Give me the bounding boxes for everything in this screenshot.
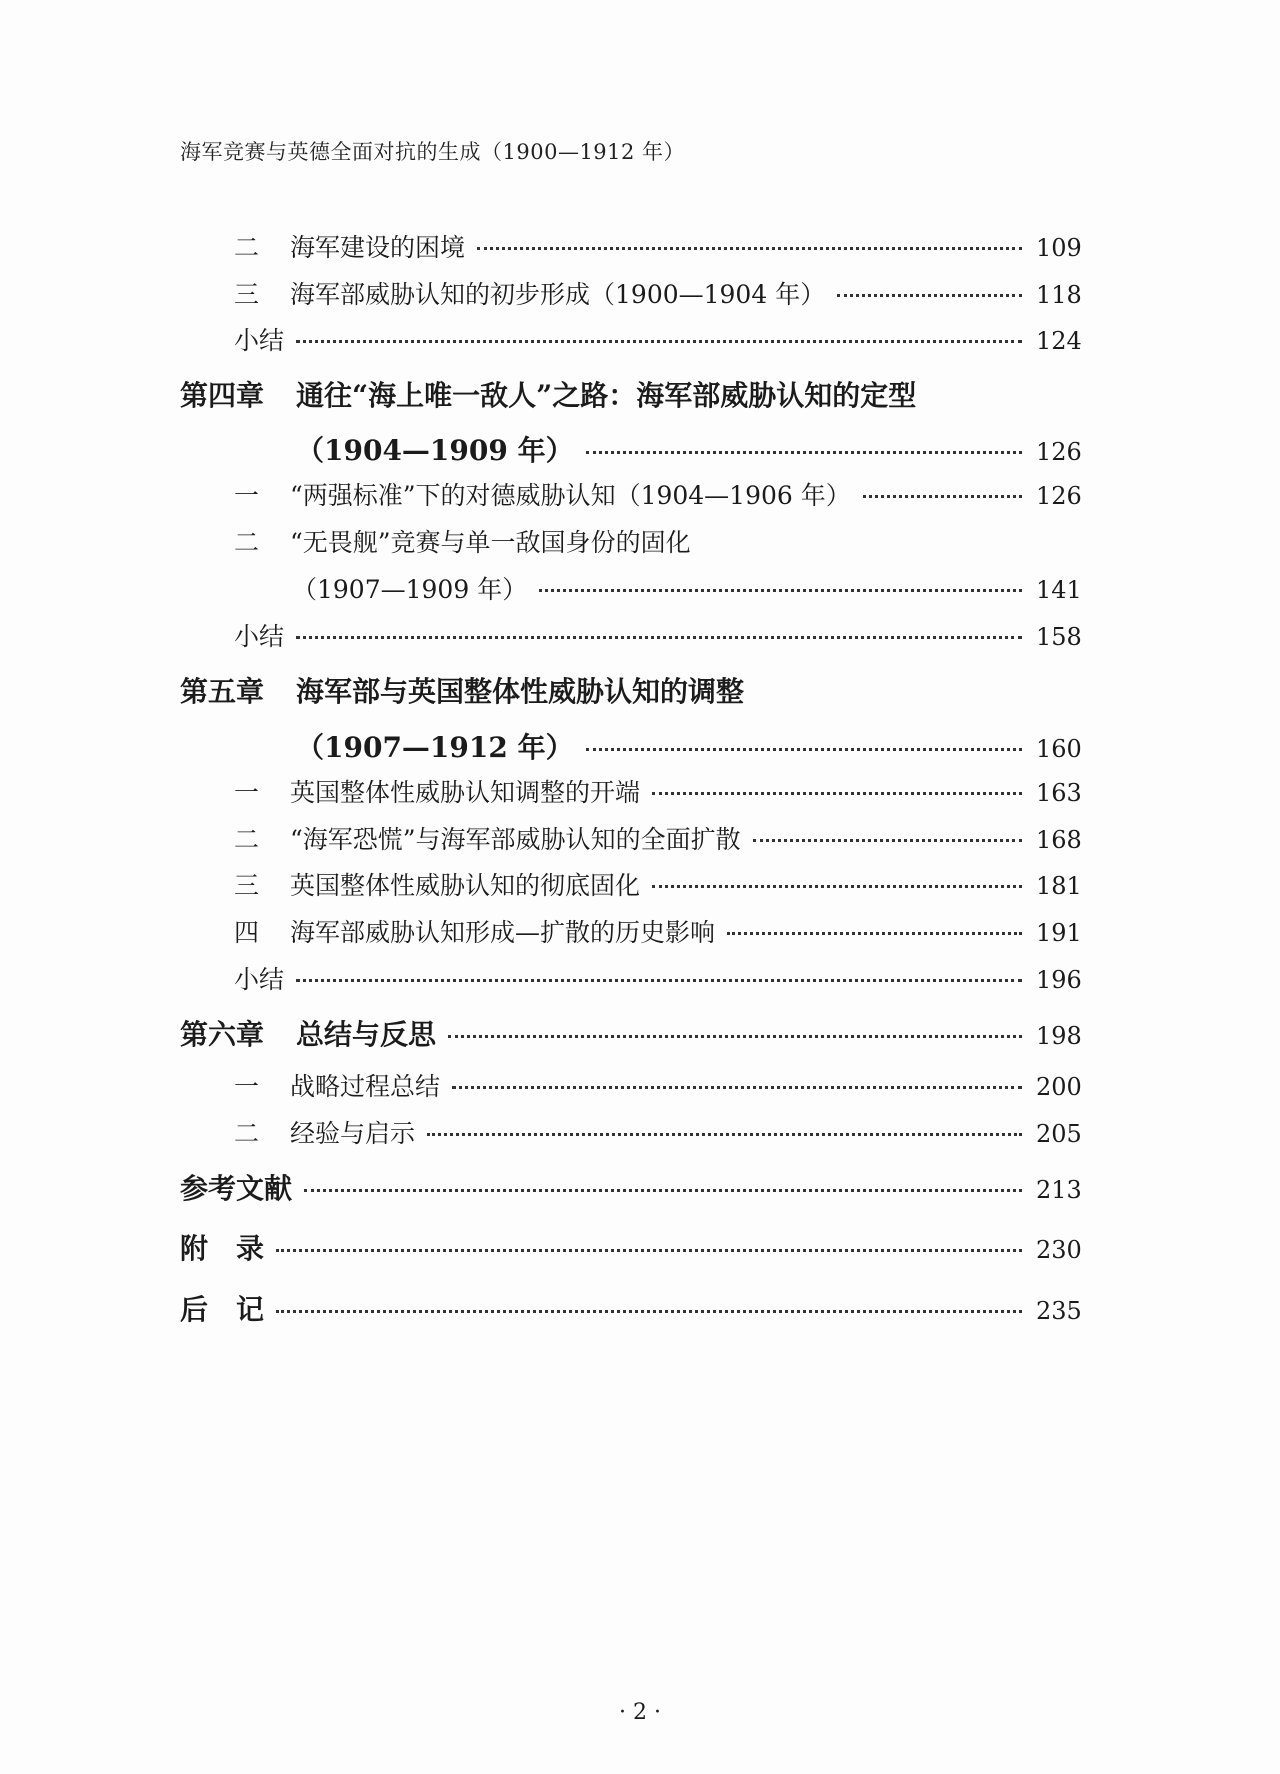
- page-number: 213: [1036, 1176, 1082, 1204]
- dot-leader: [586, 451, 1022, 454]
- dot-leader: [753, 839, 1022, 842]
- section-number: 一: [234, 481, 260, 510]
- dot-leader: [586, 748, 1022, 751]
- page-number: 158: [1036, 623, 1082, 651]
- toc-entry[interactable]: [234, 960, 1082, 994]
- chapter-title-cont: （1907—1912 年）: [296, 731, 574, 764]
- references-title: 参考文献: [180, 1172, 293, 1205]
- toc-references[interactable]: [180, 1167, 1082, 1205]
- page-number: 124: [1036, 327, 1082, 355]
- page-number: 141: [1036, 576, 1082, 604]
- chapter-title-cont: （1904—1909 年）: [296, 434, 574, 467]
- page-number: 196: [1036, 966, 1082, 994]
- section-title: “海军恐慌”与海军部威胁认知的全面扩散: [290, 825, 741, 854]
- chapter-heading[interactable]: [180, 670, 1076, 708]
- section-number: 三: [234, 280, 260, 309]
- page-number: 191: [1036, 919, 1082, 947]
- chapter-label: 第六章: [180, 1018, 265, 1051]
- section-number: 四: [234, 918, 260, 947]
- chapter-heading[interactable]: [180, 374, 1076, 412]
- section-number: 二: [234, 1119, 260, 1148]
- page-number: 205: [1036, 1120, 1082, 1148]
- page-number: 160: [1036, 735, 1082, 763]
- dot-leader: [304, 1189, 1022, 1192]
- page-number: 198: [1036, 1022, 1082, 1050]
- section-title-cont: （1907—1909 年）: [292, 575, 528, 604]
- toc-entry[interactable]: [234, 523, 1076, 557]
- section-number: 一: [234, 778, 260, 807]
- section-title: 海军部威胁认知的初步形成（1900—1904 年）: [290, 280, 826, 309]
- running-header: 海军竞赛与英德全面对抗的生成（1900—1912 年）: [180, 140, 686, 164]
- toc-entry[interactable]: [234, 1067, 1082, 1101]
- section-title: 海军部威胁认知形成—扩散的历史影响: [290, 918, 716, 947]
- section-title: 海军建设的困境: [290, 233, 466, 262]
- section-title: 经验与启示: [290, 1119, 416, 1148]
- section-number: 三: [234, 871, 260, 900]
- dot-leader: [276, 1310, 1022, 1313]
- section-title: 英国整体性威胁认知的彻底固化: [290, 871, 641, 900]
- toc-appendix[interactable]: [180, 1227, 1082, 1265]
- section-title: “无畏舰”竞赛与单一敌国身份的固化: [290, 528, 691, 557]
- page-number: 126: [1036, 438, 1082, 466]
- toc-entry[interactable]: [234, 228, 1082, 262]
- toc-entry-cont[interactable]: [292, 570, 1082, 604]
- toc-entry[interactable]: [234, 476, 1082, 510]
- appendix-title: 附 录: [180, 1232, 265, 1265]
- chapter-title: 通往“海上唯一敌人”之路：海军部威胁认知的定型: [296, 379, 917, 412]
- page-number: 126: [1036, 482, 1082, 510]
- toc-entry[interactable]: [234, 1114, 1082, 1148]
- toc-entry[interactable]: [234, 913, 1082, 947]
- dot-leader: [296, 636, 1022, 639]
- chapter-heading-cont[interactable]: [296, 726, 1082, 764]
- dot-leader: [477, 247, 1022, 250]
- dot-leader: [652, 792, 1022, 795]
- toc-entry[interactable]: [234, 773, 1082, 807]
- dot-leader: [452, 1086, 1022, 1089]
- toc-entry[interactable]: [234, 820, 1082, 854]
- section-number: 一: [234, 1072, 260, 1101]
- page-number: 168: [1036, 826, 1082, 854]
- dot-leader: [276, 1249, 1022, 1252]
- page-number: 181: [1036, 872, 1082, 900]
- dot-leader: [427, 1133, 1022, 1136]
- dot-leader: [539, 589, 1022, 592]
- toc-postscript[interactable]: [180, 1288, 1082, 1326]
- toc-entry[interactable]: [234, 617, 1082, 651]
- dot-leader: [448, 1035, 1022, 1038]
- page-number: 118: [1036, 281, 1082, 309]
- dot-leader: [727, 932, 1022, 935]
- section-number: 二: [234, 825, 260, 854]
- dot-leader: [863, 495, 1022, 498]
- page-number: 235: [1036, 1297, 1082, 1325]
- footer-page-number: · 2 ·: [619, 1700, 661, 1725]
- section-title: 小结: [234, 622, 285, 651]
- page-number: 230: [1036, 1236, 1082, 1264]
- section-title: 战略过程总结: [290, 1072, 441, 1101]
- toc-entry[interactable]: [234, 321, 1082, 355]
- dot-leader: [296, 979, 1022, 982]
- dot-leader: [652, 885, 1022, 888]
- page-number: 109: [1036, 234, 1082, 262]
- chapter-title: 海军部与英国整体性威胁认知的调整: [296, 675, 745, 708]
- page-number: 163: [1036, 779, 1082, 807]
- section-title: 小结: [234, 965, 285, 994]
- dot-leader: [296, 340, 1022, 343]
- section-number: 二: [234, 233, 260, 262]
- section-title: 小结: [234, 326, 285, 355]
- postscript-title: 后 记: [180, 1293, 265, 1326]
- section-title: 英国整体性威胁认知调整的开端: [290, 778, 641, 807]
- chapter-label: 第四章: [180, 379, 265, 412]
- section-number: 二: [234, 528, 260, 557]
- chapter-title: 总结与反思: [296, 1018, 437, 1051]
- chapter-heading[interactable]: [180, 1013, 1082, 1051]
- toc-entry[interactable]: [234, 866, 1082, 900]
- toc-entry[interactable]: [234, 275, 1082, 309]
- page-number: 200: [1036, 1073, 1082, 1101]
- chapter-heading-cont[interactable]: [296, 429, 1082, 467]
- section-title: “两强标准”下的对德威胁认知（1904—1906 年）: [290, 481, 851, 510]
- chapter-label: 第五章: [180, 675, 265, 708]
- dot-leader: [837, 294, 1022, 297]
